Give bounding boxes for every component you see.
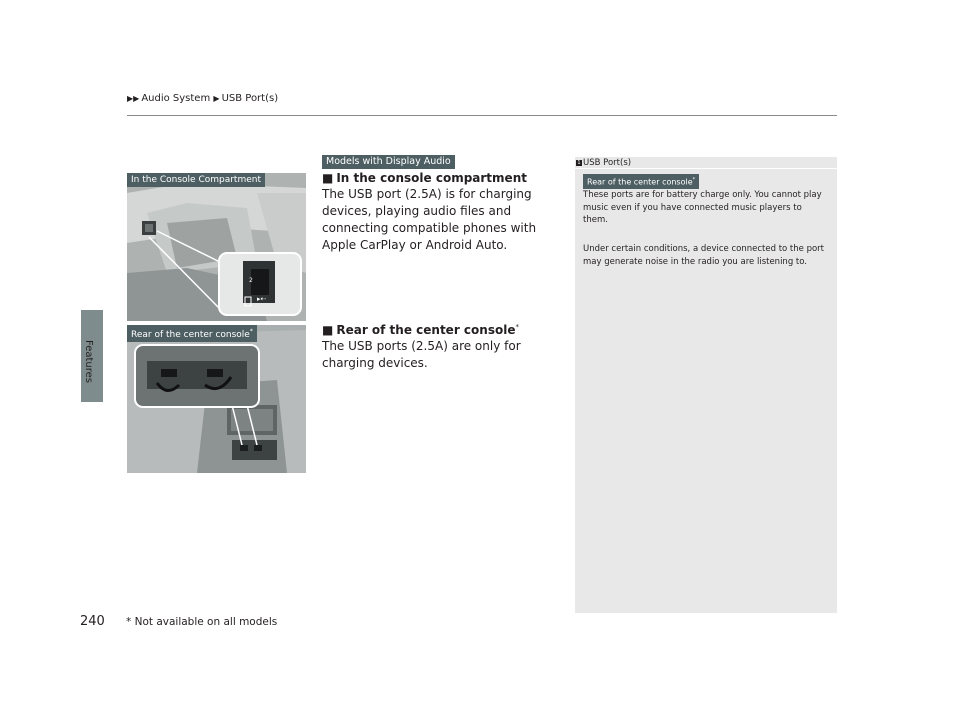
page-number: 240 [80, 614, 105, 629]
console-compartment-image [127, 173, 306, 321]
arrow-icon: ▶▶ [127, 94, 140, 103]
console-photo-illustration [127, 173, 306, 321]
section2-body: The USB ports (2.5A) are only for charging devices. [322, 339, 521, 370]
sidebar-tag: Rear of the center console* [583, 174, 699, 189]
usb-symbol-icon: ▸⇠ [257, 295, 267, 303]
sidebar-paragraph-1: These ports are for battery charge only. You cannot play music even if you have connected music players to them. [583, 190, 822, 225]
section1-body: The USB port (2.5A) is for charging devices, playing audio files and connecting compatible phones with Apple CarPlay or Android Auto. [322, 187, 537, 252]
section1-heading: ■ In the console compartment [322, 171, 527, 185]
reference-number-icon: 1 [577, 160, 581, 166]
square-bullet-icon: ■ [322, 171, 334, 185]
sidebar-paragraph-2: Under certain conditions, a device connected to the port may generate noise in the radio you are listening to. [583, 244, 825, 267]
sidebar-title: 1 USB Port(s) [577, 158, 632, 168]
image1-caption: In the Console Compartment [127, 173, 265, 187]
arrow-icon: ▶ [213, 94, 220, 103]
side-tab-label: Features [83, 340, 94, 383]
image2-caption: Rear of the center console* [127, 325, 257, 342]
square-bullet-icon: ■ [322, 323, 334, 337]
rear-console-illustration [127, 325, 306, 473]
breadcrumb-audio-system[interactable]: Audio System [141, 93, 211, 104]
header-divider [127, 115, 837, 116]
breadcrumb-usb-ports[interactable]: USB Port(s) [221, 93, 279, 104]
sidebar-divider [575, 168, 837, 169]
tab-spacer [81, 120, 103, 308]
tab-edge [81, 306, 103, 310]
rear-console-image [127, 325, 306, 473]
breadcrumb [127, 93, 278, 104]
section2-heading: ■ Rear of the center console* [322, 323, 519, 337]
usb-port-number: 2 [249, 277, 253, 284]
models-tag: Models with Display Audio [322, 155, 455, 169]
footnote: * Not available on all models [126, 616, 278, 628]
